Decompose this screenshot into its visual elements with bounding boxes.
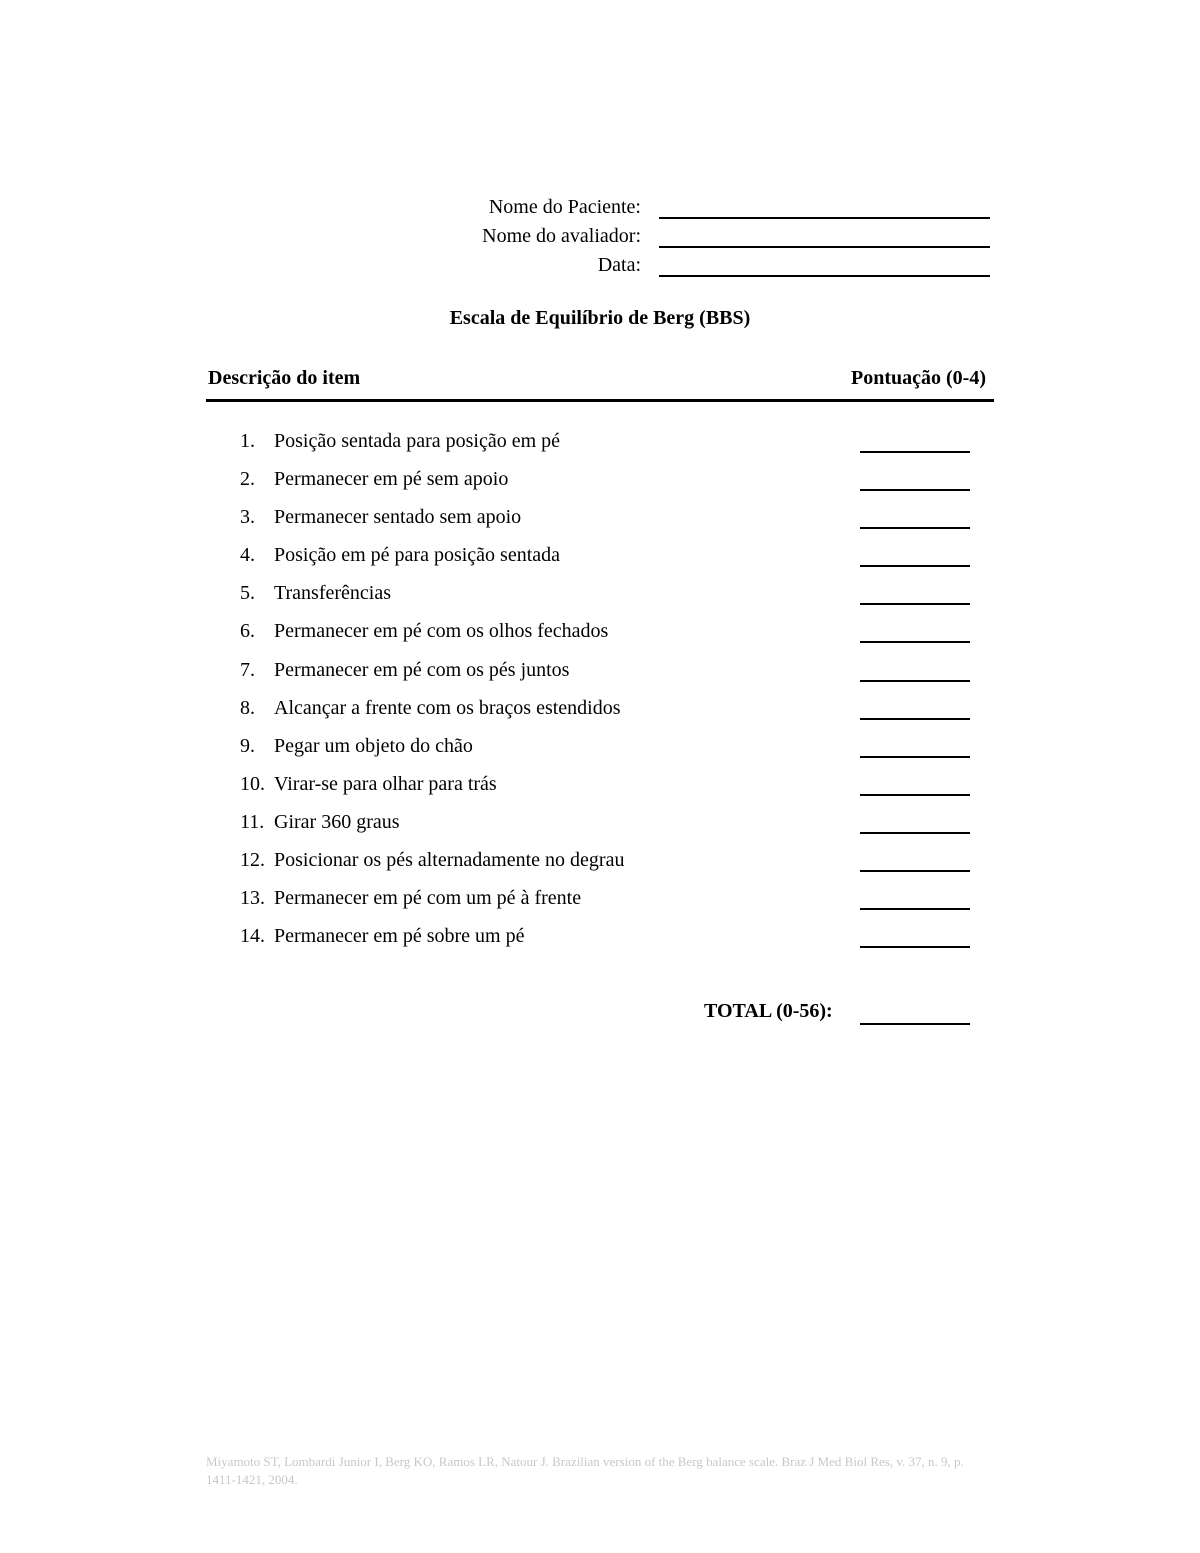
item-description: Posicionar os pés alternadamente no degrau <box>274 849 625 872</box>
item-number: 14. <box>240 925 265 948</box>
header-fields <box>400 190 994 277</box>
patient-name-field[interactable] <box>659 195 990 219</box>
list-item <box>240 464 970 502</box>
item-score-field[interactable] <box>860 565 970 567</box>
list-item <box>240 693 970 731</box>
item-description: Transferências <box>274 582 392 605</box>
list-item <box>240 578 970 616</box>
item-number: 3. <box>240 506 255 529</box>
item-number: 1. <box>240 430 255 452</box>
date-row <box>400 248 994 277</box>
item-number: 4. <box>240 544 255 567</box>
item-score-field[interactable] <box>860 908 970 910</box>
list-item <box>240 807 970 845</box>
item-score-field[interactable] <box>860 603 970 605</box>
item-number: 10. <box>240 772 265 795</box>
list-item <box>240 616 970 654</box>
total-label: TOTAL (0-56): <box>704 1000 833 1022</box>
item-score-field[interactable] <box>860 451 970 453</box>
item-number: 11. <box>240 810 265 833</box>
total-score-field[interactable] <box>860 1023 970 1025</box>
total-row <box>700 998 970 1030</box>
list-item <box>240 883 970 921</box>
item-description: Permanecer em pé com os pés juntos <box>274 658 570 681</box>
item-description: Virar-se para olhar para trás <box>274 772 497 795</box>
item-score-field[interactable] <box>860 718 970 720</box>
item-score-field[interactable] <box>860 756 970 758</box>
item-score-field[interactable] <box>860 641 970 643</box>
list-item <box>240 731 970 769</box>
item-list <box>240 426 970 959</box>
patient-name-label: Nome do Paciente: <box>488 196 641 218</box>
item-number: 13. <box>240 887 265 910</box>
item-number: 6. <box>240 620 255 643</box>
date-field[interactable] <box>659 253 990 277</box>
item-number: 9. <box>240 734 255 757</box>
item-score-field[interactable] <box>860 946 970 948</box>
item-score-field[interactable] <box>860 870 970 872</box>
item-description: Permanecer em pé sem apoio <box>274 468 509 491</box>
list-item <box>240 426 970 464</box>
list-item <box>240 502 970 540</box>
item-number: 2. <box>240 468 255 491</box>
evaluator-name-row <box>400 219 994 248</box>
item-description: Permanecer em pé com os olhos fechados <box>274 620 609 643</box>
list-item <box>240 655 970 693</box>
item-score-field[interactable] <box>860 832 970 834</box>
item-description: Permanecer em pé sobre um pé <box>274 925 525 948</box>
score-column-header: Pontuação (0-4) <box>851 367 986 389</box>
list-item <box>240 921 970 959</box>
item-score-field[interactable] <box>860 680 970 682</box>
column-headers <box>206 365 994 402</box>
item-description: Alcançar a frente com os braços estendidos <box>274 696 621 719</box>
item-description: Posição em pé para posição sentada <box>274 544 561 567</box>
item-number: 12. <box>240 849 265 872</box>
evaluator-name-field[interactable] <box>659 224 990 248</box>
list-item <box>240 769 970 807</box>
page-title: Escala de Equilíbrio de Berg (BBS) <box>449 307 751 329</box>
list-item <box>240 540 970 578</box>
item-description: Posição sentada para posição em pé <box>274 430 561 452</box>
date-label: Data: <box>597 254 641 276</box>
item-score-field[interactable] <box>860 527 970 529</box>
patient-name-row <box>400 190 994 219</box>
item-description: Girar 360 graus <box>274 810 400 833</box>
item-description: Permanecer sentado sem apoio <box>274 506 522 529</box>
citation-footnote: Miyamoto ST, Lombardi Junior I, Berg KO, Ramos LR, Natour J. Brazilian version of the Berg balance scale. Braz J Med Biol Res, v. 37, n. 9, p. 1411-1421, 2004. <box>206 1454 964 1487</box>
item-score-field[interactable] <box>860 489 970 491</box>
list-item <box>240 845 970 883</box>
item-number: 5. <box>240 582 255 605</box>
evaluator-name-label: Nome do avaliador: <box>482 225 641 247</box>
description-column-header: Descrição do item <box>208 367 361 389</box>
item-score-field[interactable] <box>860 794 970 796</box>
item-number: 8. <box>240 696 255 719</box>
item-number: 7. <box>240 658 255 681</box>
item-description: Pegar um objeto do chão <box>274 734 473 757</box>
item-description: Permanecer em pé com um pé à frente <box>274 887 582 910</box>
